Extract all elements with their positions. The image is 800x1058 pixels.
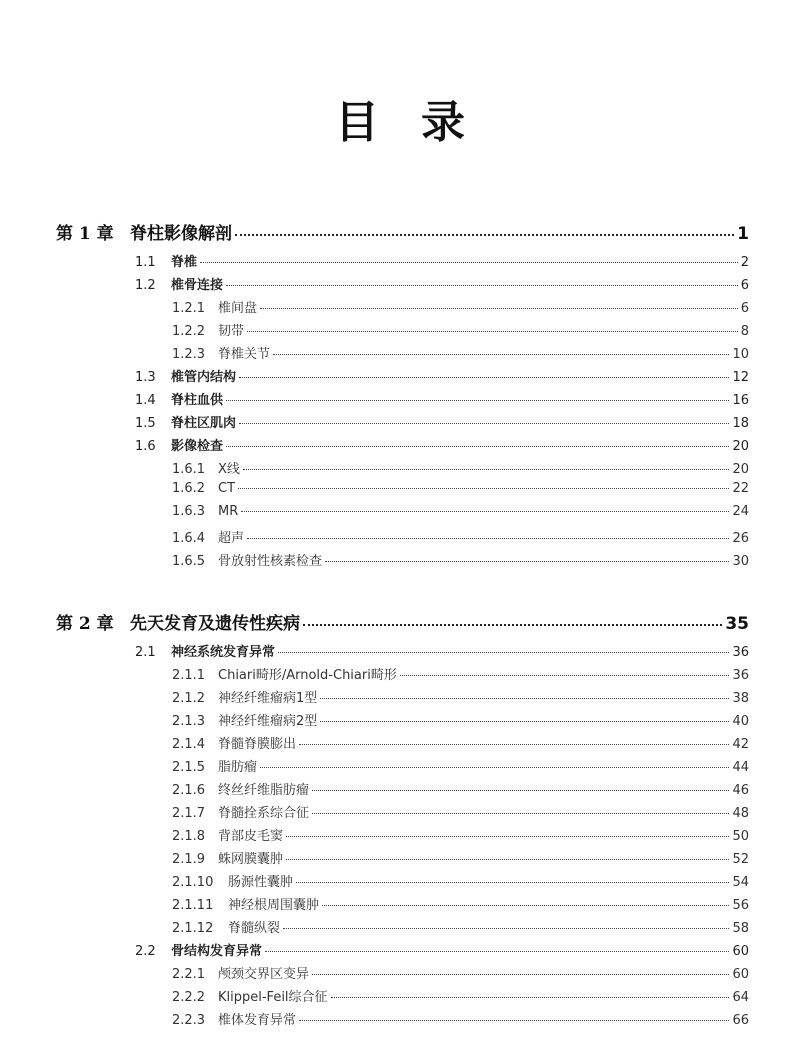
section-entry-page: 20 <box>732 439 749 454</box>
subsection-entry[interactable] <box>172 550 749 569</box>
subsection-entry-number: 2.1.3 <box>172 714 206 729</box>
subsection-entry-label: 颅颈交界区变异 <box>218 967 310 982</box>
subsection-entry[interactable] <box>172 1009 749 1028</box>
dot-leader <box>239 423 729 424</box>
subsection-entry-label: 神经纤维瘤病1型 <box>218 691 318 706</box>
subsection-entry[interactable] <box>172 871 749 890</box>
section-entry-label: 椎管内结构 <box>171 370 237 385</box>
subsection-entry-page: 64 <box>732 990 749 1005</box>
dot-leader <box>235 234 734 236</box>
subsection-entry-label: 椎间盘 <box>218 301 258 316</box>
subsection-entry-number: 2.1.1 <box>172 668 206 683</box>
subsection-entry-page: 38 <box>732 691 749 706</box>
section-entry-number: 2.1 <box>135 645 156 660</box>
section-entry-label: 脊柱区肌肉 <box>171 416 237 431</box>
subsection-entry-page: 54 <box>732 875 749 890</box>
subsection-entry[interactable] <box>172 504 749 519</box>
dot-leader <box>273 354 729 355</box>
subsection-entry-number: 2.2.3 <box>172 1013 206 1028</box>
subsection-entry-page: 10 <box>732 347 749 362</box>
subsection-entry-page: 26 <box>732 531 749 546</box>
section-entry-label: 脊柱血供 <box>171 393 224 408</box>
section-entry[interactable] <box>135 389 749 408</box>
subsection-entry-label: 骨放射性核素检查 <box>218 554 323 569</box>
subsection-entry-label: 背部皮毛窦 <box>218 829 284 844</box>
subsection-entry[interactable] <box>172 320 749 339</box>
subsection-entry-page: 58 <box>732 921 749 936</box>
section-entry[interactable] <box>135 940 749 959</box>
dot-leader <box>320 721 729 722</box>
subsection-entry-number: 2.1.12 <box>172 921 214 936</box>
subsection-entry-number: 1.2.2 <box>172 324 206 339</box>
section-entry-page: 36 <box>732 645 749 660</box>
section-entry-page: 18 <box>732 416 749 431</box>
subsection-entry-page: 20 <box>732 462 749 477</box>
subsection-entry-label: 蛛网膜囊肿 <box>218 852 284 867</box>
subsection-entry-label: 超声 <box>218 531 245 546</box>
subsection-entry-number: 2.1.2 <box>172 691 206 706</box>
subsection-entry-number: 2.1.4 <box>172 737 206 752</box>
subsection-entry-number: 2.1.10 <box>172 875 214 890</box>
section-entry-number: 1.4 <box>135 393 156 408</box>
subsection-entry-page: 22 <box>732 481 749 496</box>
subsection-entry-page: 44 <box>732 760 749 775</box>
subsection-entry-label: 脊髓纵裂 <box>228 921 281 936</box>
subsection-entry[interactable] <box>172 527 749 546</box>
section-entry-page: 16 <box>732 393 749 408</box>
section-entry-number: 1.3 <box>135 370 156 385</box>
dot-leader <box>299 1020 729 1021</box>
subsection-entry-page: 66 <box>732 1013 749 1028</box>
subsection-entry[interactable] <box>172 917 749 936</box>
subsection-entry-label: 脊髓脊膜膨出 <box>218 737 297 752</box>
dot-leader <box>312 790 729 791</box>
subsection-entry-page: 42 <box>732 737 749 752</box>
dot-leader <box>312 813 729 814</box>
dot-leader <box>283 928 729 929</box>
section-entry-label: 神经系统发育异常 <box>171 645 276 660</box>
dot-leader <box>241 511 729 512</box>
subsection-entry-number: 2.1.11 <box>172 898 214 913</box>
subsection-entry-number: 1.2.1 <box>172 301 206 316</box>
dot-leader <box>303 624 722 626</box>
subsection-entry[interactable] <box>172 848 749 867</box>
subsection-entry[interactable] <box>172 963 749 982</box>
section-entry-label: 椎骨连接 <box>171 278 224 293</box>
dot-leader <box>238 488 729 489</box>
subsection-entry-page: 52 <box>732 852 749 867</box>
chapter-entry-number: 第 1 章 <box>56 224 114 244</box>
dot-leader <box>200 262 738 263</box>
dot-leader <box>322 905 729 906</box>
section-entry-label: 脊椎 <box>171 255 198 270</box>
subsection-entry-number: 2.1.7 <box>172 806 206 821</box>
subsection-entry-number: 1.6.5 <box>172 554 206 569</box>
subsection-entry-number: 2.1.6 <box>172 783 206 798</box>
subsection-entry[interactable] <box>172 664 749 683</box>
section-entry[interactable] <box>135 641 749 660</box>
chapter-entry[interactable] <box>56 609 749 634</box>
section-entry[interactable] <box>135 366 749 385</box>
section-entry-number: 1.5 <box>135 416 156 431</box>
dot-leader <box>243 469 730 470</box>
section-entry[interactable] <box>135 412 749 431</box>
subsection-entry-label: 神经纤维瘤病2型 <box>218 714 318 729</box>
subsection-entry-page: 24 <box>732 504 749 519</box>
subsection-entry[interactable] <box>172 756 749 775</box>
subsection-entry-label: 韧带 <box>218 324 245 339</box>
dot-leader <box>260 308 738 309</box>
dot-leader <box>226 400 729 401</box>
subsection-entry-number: 2.1.5 <box>172 760 206 775</box>
subsection-entry-page: 30 <box>732 554 749 569</box>
subsection-entry-page: 60 <box>732 967 749 982</box>
subsection-entry[interactable] <box>172 481 749 496</box>
section-entry-label: 影像检查 <box>171 439 224 454</box>
chapter-entry[interactable] <box>56 219 749 244</box>
subsection-entry-number: 2.1.8 <box>172 829 206 844</box>
subsection-entry-page: 48 <box>732 806 749 821</box>
page-title: 目 录 <box>335 97 465 148</box>
section-entry-page: 60 <box>732 944 749 959</box>
section-entry-page: 2 <box>740 255 749 270</box>
subsection-entry-label: Klippel-Feil综合征 <box>218 990 328 1005</box>
subsection-entry-number: 1.6.1 <box>172 462 206 477</box>
subsection-entry[interactable] <box>172 825 749 844</box>
subsection-entry-number: 2.2.2 <box>172 990 206 1005</box>
chapter-entry-page: 35 <box>725 614 749 634</box>
dot-leader <box>260 767 729 768</box>
chapter-entry-page: 1 <box>737 224 749 244</box>
section-entry-page: 6 <box>740 278 749 293</box>
dot-leader <box>226 446 729 447</box>
dot-leader <box>296 882 729 883</box>
subsection-entry-number: 2.1.9 <box>172 852 206 867</box>
dot-leader <box>226 285 738 286</box>
subsection-entry-page: 40 <box>732 714 749 729</box>
subsection-entry[interactable] <box>172 710 749 729</box>
subsection-entry-label: Chiari畸形/Arnold-Chiari畸形 <box>218 668 397 683</box>
subsection-entry-label: CT <box>218 481 236 496</box>
subsection-entry-page: 36 <box>732 668 749 683</box>
dot-leader <box>325 561 729 562</box>
dot-leader <box>247 331 738 332</box>
subsection-entry-label: 脊椎关节 <box>218 347 271 362</box>
section-entry-number: 1.1 <box>135 255 156 270</box>
section-entry[interactable] <box>135 251 749 270</box>
subsection-entry-label: 椎体发育异常 <box>218 1013 297 1028</box>
subsection-entry[interactable] <box>172 802 749 821</box>
subsection-entry[interactable] <box>172 687 749 706</box>
subsection-entry-page: 6 <box>740 301 749 316</box>
dot-leader <box>286 859 729 860</box>
subsection-entry-label: MR <box>218 504 239 519</box>
dot-leader <box>312 974 729 975</box>
subsection-entry[interactable] <box>172 458 749 477</box>
section-entry-page: 12 <box>732 370 749 385</box>
subsection-entry-page: 8 <box>740 324 749 339</box>
subsection-entry-label: X线 <box>218 462 240 477</box>
dot-leader <box>286 836 729 837</box>
subsection-entry-page: 46 <box>732 783 749 798</box>
subsection-entry-page: 56 <box>732 898 749 913</box>
dot-leader <box>400 675 730 676</box>
subsection-entry[interactable] <box>172 779 749 798</box>
dot-leader <box>299 744 729 745</box>
chapter-entry-number: 第 2 章 <box>56 614 114 634</box>
dot-leader <box>239 377 729 378</box>
section-entry[interactable] <box>135 435 749 454</box>
subsection-entry-number: 1.6.3 <box>172 504 206 519</box>
section-entry-label: 骨结构发育异常 <box>171 944 263 959</box>
section-entry-number: 1.2 <box>135 278 156 293</box>
dot-leader <box>331 997 730 998</box>
subsection-entry[interactable] <box>172 733 749 752</box>
dot-leader <box>320 698 729 699</box>
subsection-entry-number: 2.2.1 <box>172 967 206 982</box>
subsection-entry-label: 脊髓拴系综合征 <box>218 806 310 821</box>
subsection-entry[interactable] <box>172 986 749 1005</box>
section-entry-number: 1.6 <box>135 439 156 454</box>
subsection-entry-number: 1.6.4 <box>172 531 206 546</box>
subsection-entry[interactable] <box>172 343 749 362</box>
subsection-entry[interactable] <box>172 894 749 913</box>
subsection-entry-number: 1.2.3 <box>172 347 206 362</box>
section-entry[interactable] <box>135 274 749 293</box>
section-entry-number: 2.2 <box>135 944 156 959</box>
subsection-entry-label: 肠源性囊肿 <box>228 875 294 890</box>
subsection-entry-label: 神经根周围囊肿 <box>228 898 320 913</box>
subsection-entry-label: 脂肪瘤 <box>218 760 258 775</box>
subsection-entry-number: 1.6.2 <box>172 481 206 496</box>
dot-leader <box>278 652 729 653</box>
subsection-entry[interactable] <box>172 297 749 316</box>
dot-leader <box>247 538 729 539</box>
subsection-entry-label: 终丝纤维脂肪瘤 <box>218 783 310 798</box>
subsection-entry-page: 50 <box>732 829 749 844</box>
dot-leader <box>265 951 729 952</box>
chapter-entry-label: 先天发育及遗传性疾病 <box>130 614 300 634</box>
chapter-entry-label: 脊柱影像解剖 <box>130 224 232 244</box>
